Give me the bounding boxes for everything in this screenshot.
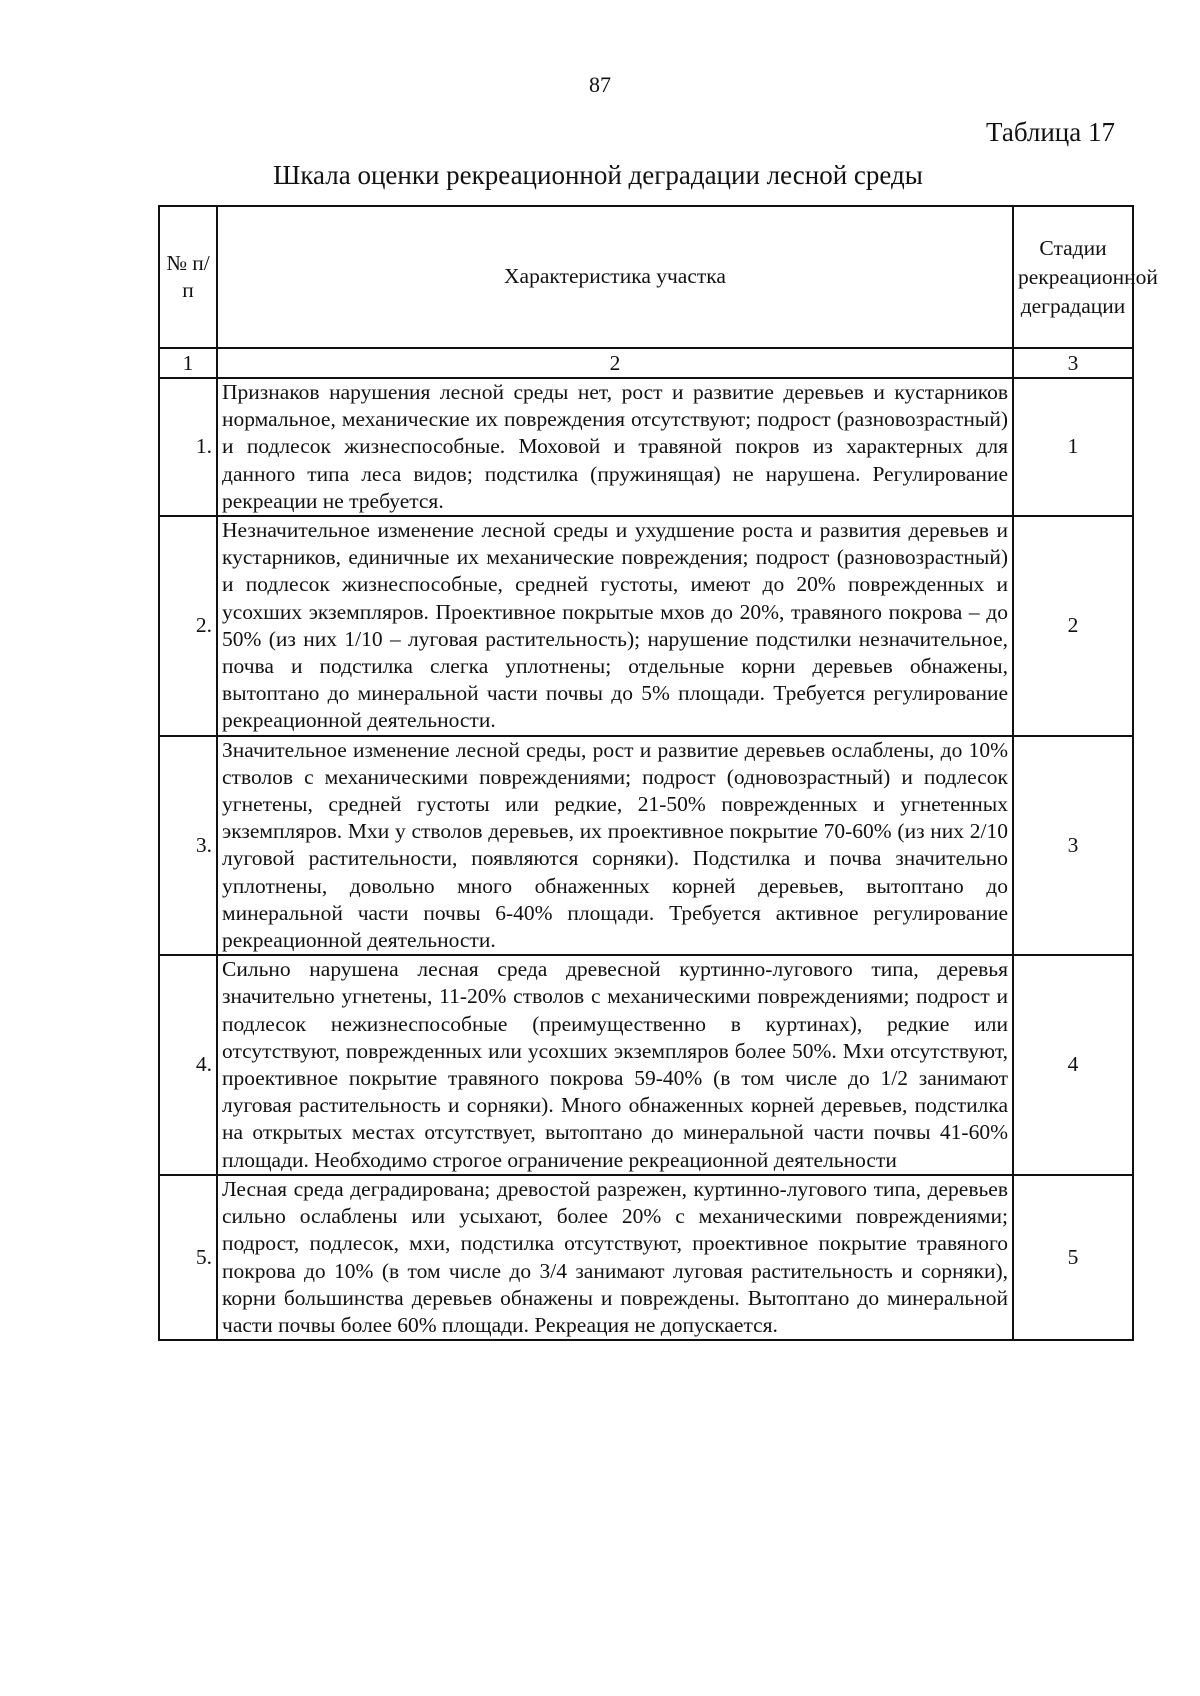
table-row — [159, 1175, 1133, 1340]
column-index: 2 — [217, 348, 1013, 378]
row-description: Сильно нарушена лесная среда древесной куртинно-лугового типа, деревья значительно угнетены, 11-20% стволов с механическими повреждениями; подрост и подлесок нежизнеспособные (преимущественно в куртинах), редкие или отсутствуют, поврежденных или усохших экземпляров более 50%. Мхи отсутствуют, проективное покрытие травяного покрова 59-40% (в том числе до 1/2 занимают луговая растительность и сорняки). Много обнаженных корней деревьев, подстилка на открытых местах отсутствует, вытоптано до минеральной части почвы 41-60% площади. Необходимо строгое ограничение рекреационной деятельности — [217, 955, 1013, 1175]
row-number: 2. — [159, 516, 217, 736]
column-index-row — [159, 348, 1133, 378]
row-stage: 3 — [1013, 736, 1133, 956]
header-stage: Стадии рекреационной деградации — [1013, 206, 1133, 348]
row-stage: 2 — [1013, 516, 1133, 736]
degradation-scale-table — [158, 205, 1158, 1341]
row-stage: 4 — [1013, 955, 1133, 1175]
table-row — [159, 955, 1133, 1175]
header-number: № п/п — [159, 206, 217, 348]
row-description: Лесная среда деградирована; древостой разрежен, куртинно-лугового типа, деревьев сильно ослаблены или усыхают, более 20% с механическими повреждениями; подрост, подлесок, мхи, подстилка отсутствуют, проективное покрытие травяного покрова до 10% (в том числе до 3/4 занимают луговая растительность и сорняки), корни большинства деревьев обнажены и повреждены. Вытоптано до минеральной части почвы более 60% площади. Рекреация не допускается. — [217, 1175, 1013, 1340]
table-label: Таблица 17 — [986, 117, 1115, 147]
row-description: Признаков нарушения лесной среды нет, рост и развитие деревьев и кустарников нормальное, механические их повреждения отсутствуют; подрост (разновозрастный) и подлесок жизнеспособные. Моховой и травяной покров из характерных для данного типа леса видов; подстилка (пружинящая) не нарушена. Регулирование рекреации не требуется. — [217, 378, 1013, 516]
row-number: 4. — [159, 955, 217, 1175]
column-index: 3 — [1013, 348, 1133, 378]
header-characteristic: Характеристика участка — [217, 206, 1013, 348]
row-description: Незначительное изменение лесной среды и ухудшение роста и развития деревьев и кустарников, единичные их механические повреждения; подрост (разновозрастный) и подлесок жизнеспособные, средней густоты, имеют до 20% поврежденных и усохших экземпляров. Проективное покрытые мхов до 20%, травяного покрова – до 50% (из них 1/10 – луговая растительность); нарушение подстилки незначительное, почва и подстилка слегка уплотнены; отдельные корни деревьев обнажены, вытоптано до минеральной части почвы до 5% площади. Требуется регулирование рекреационной деятельности. — [217, 516, 1013, 736]
table-header-row — [159, 206, 1133, 348]
row-number: 3. — [159, 736, 217, 956]
table-row — [159, 736, 1133, 956]
row-stage: 5 — [1013, 1175, 1133, 1340]
row-stage: 1 — [1013, 378, 1133, 516]
row-number: 1. — [159, 378, 217, 516]
table-row — [159, 378, 1133, 516]
page-number: 87 — [589, 72, 611, 97]
column-index: 1 — [159, 348, 217, 378]
row-number: 5. — [159, 1175, 217, 1340]
table-row — [159, 516, 1133, 736]
table-title: Шкала оценки рекреационной деградации лесной среды — [273, 160, 923, 190]
row-description: Значительное изменение лесной среды, рост и развитие деревьев ослаблены, до 10% стволов с механическими повреждениями; подрост (одновозрастный) и подлесок угнетены, средней густоты или редкие, 21-50% поврежденных и угнетенных экземпляров. Мхи у стволов деревьев, их проективное покрытие 70-60% (из них 2/10 луговой растительности, появляются сорняки). Подстилка и почва значительно уплотнены, довольно много обнаженных корней деревьев, вытоптано до минеральной части почвы 6-40% площади. Требуется активное регулирование рекреационной деятельности. — [217, 736, 1013, 956]
